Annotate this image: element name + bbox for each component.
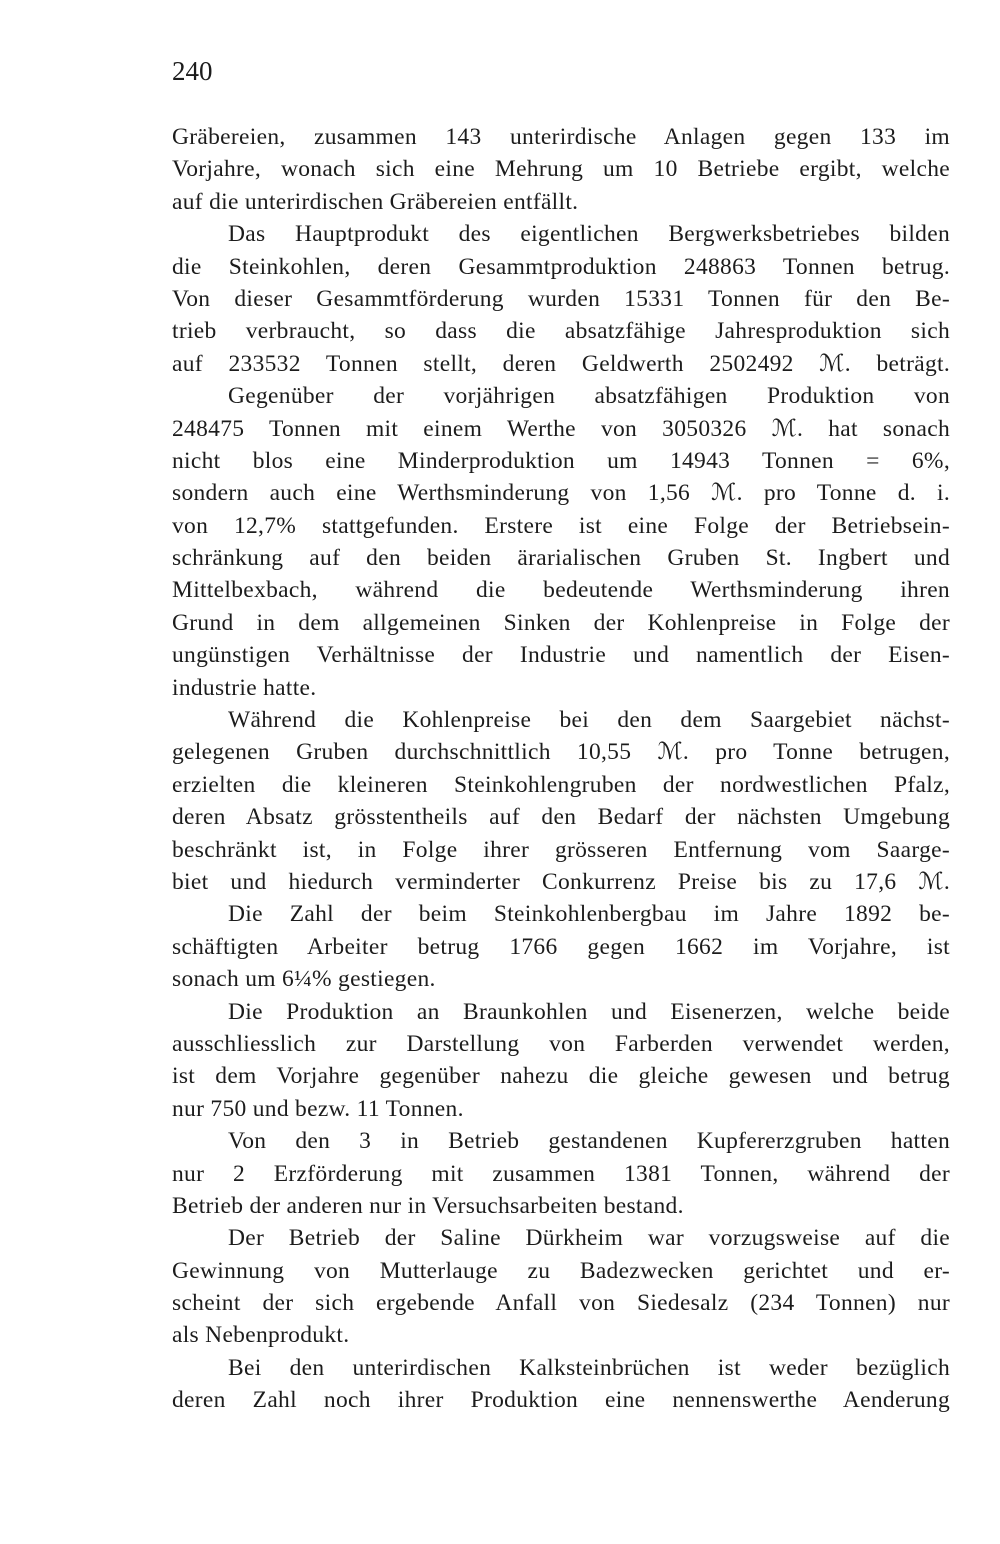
text-line: Vorjahre, wonach sich eine Mehrung um 10 Betriebe ergibt, welche [172, 156, 950, 183]
text-line: die Steinkohlen, deren Gesammtproduktion 248863 Tonnen betrug. [172, 253, 950, 280]
text-line: ungünstigen Verhältnisse der Industrie und namentlich der Eisen- [172, 642, 950, 669]
text-line: Die Zahl der beim Steinkohlenbergbau im Jahre 1892 be- [228, 901, 950, 928]
text-line: industrie hatte. [172, 674, 317, 701]
text-line: Betrieb der anderen nur in Versuchsarbeiten bestand. [172, 1192, 684, 1219]
text-line: erzielten die kleineren Steinkohlengruben der nordwestlichen Pfalz, [172, 771, 950, 798]
text-line: beschränkt ist, in Folge ihrer grösseren Entfernung vom Saarge- [172, 836, 950, 863]
text-line: deren Zahl noch ihrer Produktion eine nennenswerthe Aenderung [172, 1387, 950, 1414]
text-line: deren Absatz grösstentheils auf den Bedarf der nächsten Umgebung [172, 804, 950, 831]
text-line: Das Hauptprodukt des eigentlichen Bergwerksbetriebes bilden [228, 221, 950, 248]
text-line: sondern auch eine Werthsminderung von 1,56 ℳ. pro Tonne d. i. [172, 480, 950, 507]
text-line: Der Betrieb der Saline Dürkheim war vorzugsweise auf die [228, 1225, 950, 1252]
text-line: Von dieser Gesammtförderung wurden 15331 Tonnen für den Be- [172, 285, 950, 312]
text-line: Mittelbexbach, während die bedeutende Werthsminderung ihren [172, 577, 950, 604]
text-line: schäftigten Arbeiter betrug 1766 gegen 1662 im Vorjahre, ist [172, 933, 950, 960]
text-line: 248475 Tonnen mit einem Werthe von 3050326 ℳ. hat sonach [172, 415, 950, 442]
text-line: Gegenüber der vorjährigen absatzfähigen Produktion von [228, 383, 950, 410]
text-line: Die Produktion an Braunkohlen und Eisenerzen, welche beide [228, 998, 950, 1025]
text-line: Bei den unterirdischen Kalksteinbrüchen ist weder bezüglich [228, 1354, 950, 1381]
text-line: scheint der sich ergebende Anfall von Siedesalz (234 Tonnen) nur [172, 1290, 950, 1317]
page-number: 240 [172, 56, 213, 86]
text-line: auf 233532 Tonnen stellt, deren Geldwerth 2502492 ℳ. beträgt. [172, 350, 950, 377]
text-line: Von den 3 in Betrieb gestandenen Kupfererzgruben hatten [228, 1128, 950, 1155]
text-line: nicht blos eine Minderproduktion um 14943 Tonnen = 6%, [172, 447, 950, 474]
text-line: als Nebenprodukt. [172, 1322, 350, 1349]
text-line: schränkung auf den beiden ärarialischen Gruben St. Ingbert und [172, 545, 950, 572]
text-line: auf die unterirdischen Gräbereien entfällt. [172, 188, 579, 215]
text-line: sonach um 6¼% gestiegen. [172, 966, 436, 993]
text-line: Gewinnung von Mutterlauge zu Badezwecken gerichtet und er- [172, 1257, 950, 1284]
text-line: Gräbereien, zusammen 143 unterirdische Anlagen gegen 133 im [172, 124, 950, 150]
text-line: nur 750 und bezw. 11 Tonnen. [172, 1095, 464, 1122]
text-line: trieb verbraucht, so dass die absatzfähige Jahresproduktion sich [172, 318, 950, 345]
text-line: gelegenen Gruben durchschnittlich 10,55 ℳ. pro Tonne betrugen, [172, 739, 950, 766]
text-line: biet und hiedurch verminderter Conkurrenz Preise bis zu 17,6 ℳ. [172, 868, 950, 895]
text-line: Grund in dem allgemeinen Sinken der Kohlenpreise in Folge der [172, 609, 950, 636]
text-line: ausschliesslich zur Darstellung von Farberden verwendet werden, [172, 1030, 950, 1057]
text-line: nur 2 Erzförderung mit zusammen 1381 Tonnen, während der [172, 1160, 950, 1187]
text-line: ist dem Vorjahre gegenüber nahezu die gleiche gewesen und betrug [172, 1063, 950, 1090]
text-line: von 12,7% stattgefunden. Erstere ist eine Folge der Betriebsein- [172, 512, 950, 539]
body-text [172, 121, 950, 1417]
text-line: Während die Kohlenpreise bei den dem Saargebiet nächst- [228, 707, 950, 734]
